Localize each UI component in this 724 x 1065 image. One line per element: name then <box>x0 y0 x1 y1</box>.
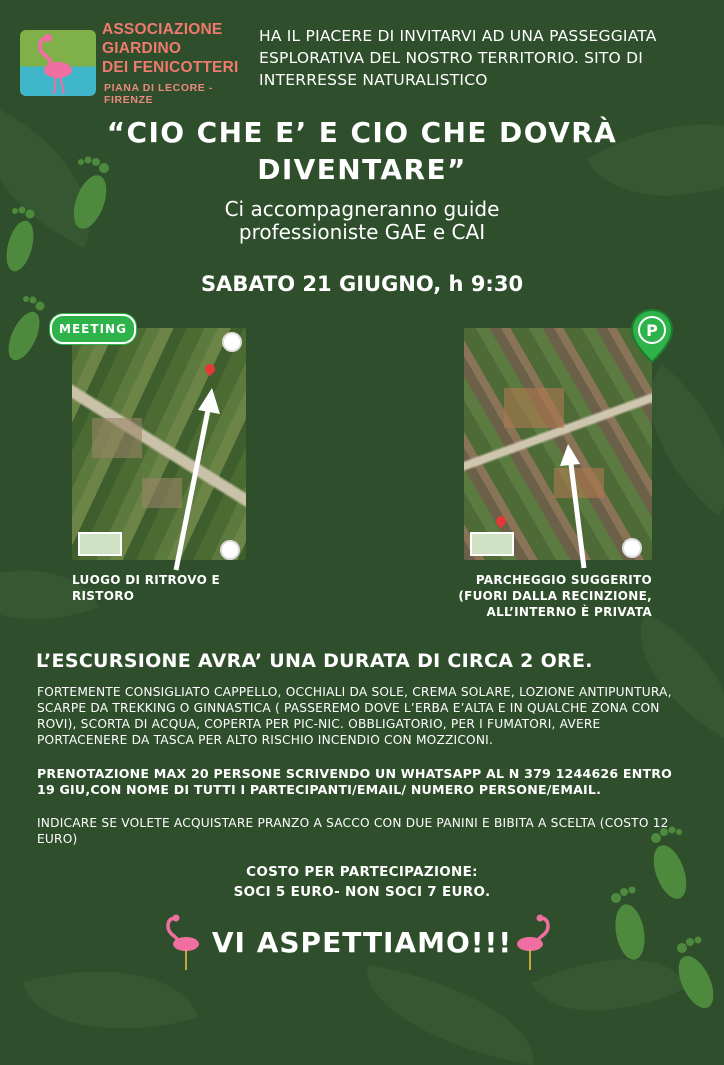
footprint-icon <box>600 880 660 970</box>
label-line: LUOGO DI RITROVO E <box>72 573 221 587</box>
title-line-2: DIVENTARE” <box>257 153 467 186</box>
footprint-icon <box>0 200 45 280</box>
arrow-icon <box>150 370 230 590</box>
map-marker-icon <box>222 332 242 352</box>
guide-line-1: Ci accompagneranno guide <box>224 197 500 221</box>
parking-map <box>464 328 652 560</box>
logo-title <box>102 20 238 77</box>
svg-text:P: P <box>646 321 658 340</box>
logo-line-3: DEI FENICOTTERI <box>102 59 239 76</box>
logo-line-2: GIARDINO <box>102 40 182 57</box>
logo-subtitle: PIANA DI LECORE - FIRENZE <box>104 82 213 106</box>
flamingo-icon <box>20 30 96 96</box>
map-marker-icon <box>622 538 642 558</box>
booking-text: PRENOTAZIONE MAX 20 PERSONE SCRIVENDO UN WHATSAPP AL N 379 1244626 ENTRO 19 GIU,CON NOME DI TUTTI I PARTECIPANTI/EMAIL/ NUMERO PERSONE/EMAIL. <box>37 766 673 797</box>
meeting-badge: MEETING <box>50 314 136 344</box>
cost-line-1: COSTO PER PARTECIPAZIONE: <box>246 864 478 880</box>
event-title <box>40 114 684 188</box>
map-thumbnail <box>78 532 122 556</box>
association-logo <box>20 20 240 106</box>
logo-badge <box>20 30 96 96</box>
duration-heading: L’ESCURSIONE AVRA’ UNA DURATA DI CIRCA 2 ORE. <box>36 650 593 672</box>
footprint-icon <box>668 930 724 1020</box>
label-line: PARCHEGGIO SUGGERITO <box>475 573 652 587</box>
cost-line-2: SOCI 5 EURO- NON SOCI 7 EURO. <box>233 884 491 900</box>
arrow-icon <box>560 440 600 580</box>
event-date: SABATO 21 GIUGNO, h 9:30 <box>200 272 524 296</box>
logo-line-1: ASSOCIAZIONE <box>102 21 223 38</box>
label-line: RISTORO <box>72 589 135 603</box>
lunch-note: INDICARE SE VOLETE ACQUISTARE PRANZO A SACCO CON DUE PANINI E BIBITA A SCELTA (COSTO 12 EURO) <box>37 816 669 846</box>
label-line: (FUORI DALLA RECINZIONE, <box>458 589 652 603</box>
map-thumbnail <box>470 532 514 556</box>
closing-text: VI ASPETTIAMO!!! <box>211 926 513 959</box>
advice-text: FORTEMENTE CONSIGLIATO CAPPELLO, OCCHIALI DA SOLE, CREMA SOLARE, LOZIONE ANTIPUNTURA, SCARPE DA TREKKING O GINNASTICA ( PASSEREMO DOVE L’ERBA E’ALTA E IN QUALCHE ZONA CON ROVI), SCORTA DI ACQUA, COPERTA PER PIC-NIC. OBBLIGATORIO, PER I FUMATORI, AVERE PORTACENERE DA TASCA PER ALTO RISCHIO INCENDIO CON MOZZICONI. <box>37 685 672 747</box>
guide-line-2: professioniste GAE e CAI <box>238 220 486 244</box>
label-line: ALL’INTERNO È PRIVATA <box>486 605 652 619</box>
flamingo-icon <box>510 912 552 972</box>
parking-pin-icon <box>630 308 674 364</box>
title-line-1: “CIO CHE E’ E CIO CHE DOVRÀ <box>106 116 618 149</box>
cost-info <box>140 862 584 902</box>
map-pin-icon <box>494 514 508 528</box>
guides-text <box>100 198 624 244</box>
invite-text: HA IL PIACERE DI INVITARVI AD UNA PASSEGGIATA ESPLORATIVA DEL NOSTRO TERRITORIO. SITO DI INTERRESSE NATURALISTICO <box>259 27 657 89</box>
parking-label <box>452 572 652 620</box>
meeting-point-label <box>72 572 220 604</box>
background-leaf <box>355 965 544 1065</box>
